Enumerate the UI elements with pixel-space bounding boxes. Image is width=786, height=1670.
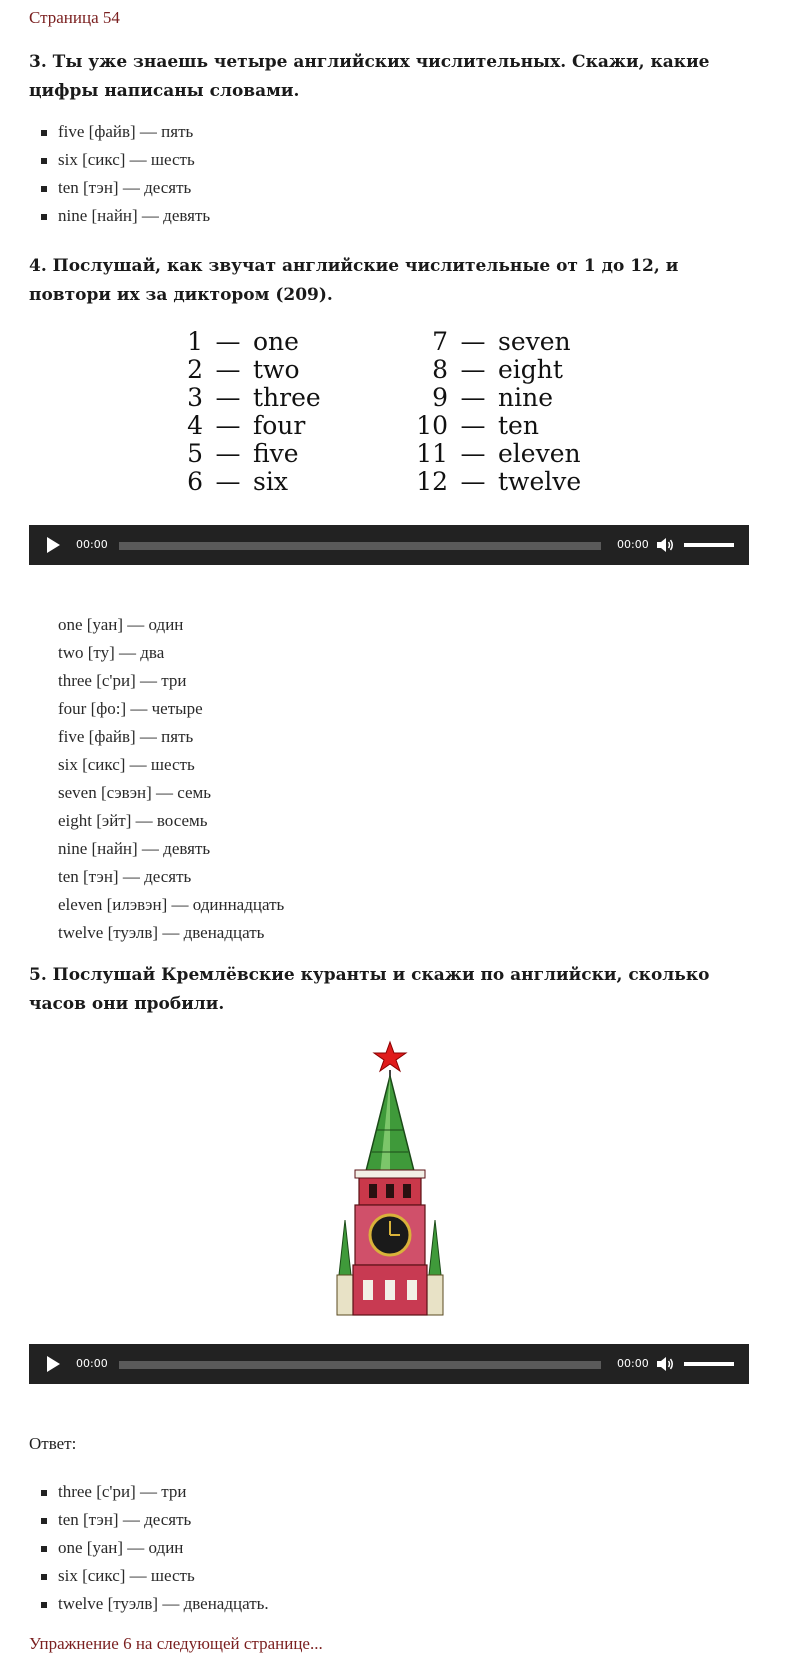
- table-row: 12 — twelve: [416, 467, 582, 496]
- answer-label: Ответ:: [29, 1434, 77, 1453]
- list-item: five [файв] — пять: [58, 727, 194, 746]
- progress-bar[interactable]: [119, 1361, 601, 1369]
- list-item: eleven [илэвэн] — одиннадцать: [58, 895, 285, 914]
- list-item: nine [найн] — девять: [58, 839, 211, 858]
- task4-numbered-list: [29, 611, 284, 947]
- list-item: two [ту] — два: [58, 643, 165, 662]
- audio-player: [29, 525, 749, 565]
- table-row: 3 — three: [187, 383, 321, 412]
- list-item: four [фо:] — четыре: [58, 699, 203, 718]
- page-title: Страница 54: [29, 8, 120, 27]
- next-exercise-link[interactable]: Упражнение 6 на следующей странице...: [29, 1634, 323, 1653]
- list-item: six [сикс] — шесть: [58, 755, 195, 774]
- task3-list: [29, 118, 210, 230]
- task5-heading: 5. Послушай Кремлёвские куранты и скажи по английски, сколько часов они пробили.: [29, 965, 710, 1014]
- table-row: 4 — four: [187, 411, 306, 440]
- volume-slider[interactable]: [684, 1362, 734, 1366]
- duration-time: 00:00: [617, 538, 649, 551]
- volume-icon[interactable]: [657, 1356, 675, 1372]
- volume-icon[interactable]: [657, 537, 675, 553]
- table-row: 9 — nine: [432, 383, 553, 412]
- list-item: three [с'ри] — три: [58, 671, 187, 690]
- volume-slider[interactable]: [684, 543, 734, 547]
- play-icon[interactable]: [47, 1356, 60, 1372]
- numbers-table-right: [410, 328, 618, 496]
- numbers-table-left: [165, 328, 373, 496]
- audio-player: [29, 1344, 749, 1384]
- kremlin-tower-image: [325, 1040, 455, 1320]
- current-time: 00:00: [76, 1357, 108, 1370]
- list-item: six [сикс] — шесть: [29, 146, 210, 174]
- list-item: seven [сэвэн] — семь: [58, 783, 212, 802]
- progress-bar[interactable]: [119, 542, 601, 550]
- list-item: nine [найн] — девять: [29, 202, 210, 230]
- list-item: ten [тэн] — десять: [29, 174, 210, 202]
- list-item: ten [тэн] — десять: [58, 867, 192, 886]
- list-item: six [сикс] — шесть: [29, 1562, 269, 1590]
- list-item: five [файв] — пять: [29, 118, 210, 146]
- table-row: 8 — eight: [432, 355, 563, 384]
- list-item: ten [тэн] — десять: [29, 1506, 269, 1534]
- table-row: 1 — one: [187, 327, 299, 356]
- table-row: 7 — seven: [432, 327, 571, 356]
- task4-heading: 4. Послушай, как звучат английские числительные от 1 до 12, и повтори их за диктором (209).: [29, 256, 679, 305]
- table-row: 2 — two: [187, 355, 300, 384]
- list-item: three [с'ри] — три: [29, 1478, 269, 1506]
- list-item: eight [эйт] — восемь: [58, 811, 208, 830]
- duration-time: 00:00: [617, 1357, 649, 1370]
- list-item: twelve [туэлв] — двенадцать: [58, 923, 265, 942]
- table-row: 5 — five: [187, 439, 299, 468]
- list-item: one [уан] — один: [29, 1534, 269, 1562]
- task3-heading: 3. Ты уже знаешь четыре английских числительных. Скажи, какие цифры написаны словами.: [29, 52, 710, 101]
- table-row: 6 — six: [187, 467, 288, 496]
- play-icon[interactable]: [47, 537, 60, 553]
- table-row: 11 — eleven: [416, 439, 581, 468]
- table-row: 10 — ten: [416, 411, 539, 440]
- task5-answer-list: [29, 1478, 269, 1618]
- list-item: twelve [туэлв] — двенадцать.: [29, 1590, 269, 1618]
- current-time: 00:00: [76, 538, 108, 551]
- list-item: one [уан] — один: [58, 615, 184, 634]
